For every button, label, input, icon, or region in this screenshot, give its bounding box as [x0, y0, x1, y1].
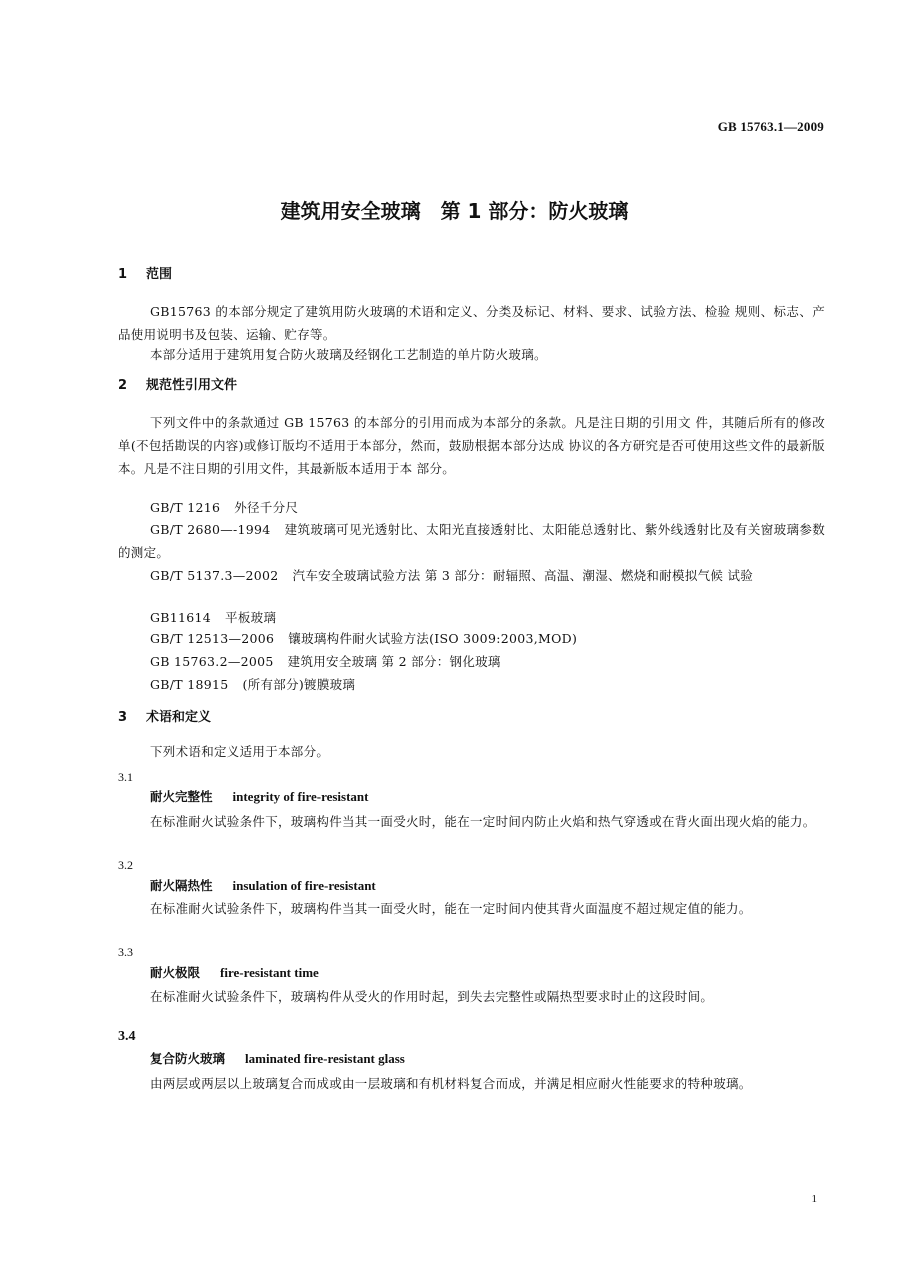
section-number: 3: [118, 710, 128, 725]
term-name: [150, 963, 319, 983]
scope-paragraph-2: 本部分适用于建筑用复合防火玻璃及经钢化工艺制造的单片防火玻璃。: [150, 347, 547, 362]
reference-code: GB/T 18915: [150, 677, 229, 692]
page-number: 1: [811, 1193, 817, 1205]
reference-item: [118, 564, 825, 587]
reference-code: GB 15763.2—2005: [150, 654, 274, 669]
section-heading-3: [118, 709, 211, 727]
section-number: 1: [118, 267, 128, 282]
term-name-en: integrity of fire-resistant: [232, 789, 369, 804]
term-number: 3.4: [118, 1029, 136, 1044]
term-definition: 由两层或两层以上玻璃复合而成或由一层玻璃和有机材料复合而成，并满足相应耐火性能要求的特种玻璃。: [150, 1076, 752, 1091]
term-definition: 在标准耐火试验条件下，玻璃构件当其一面受火时，能在一定时间内使其背火面温度不超过规定值的能力。: [150, 901, 752, 916]
term-definition: 在标准耐火试验条件下，玻璃构件从受火的作用时起，到失去完整性或隔热型要求时止的这段时间。: [150, 989, 714, 1004]
reference-title: 建筑玻璃可见光透射比、太阳光直接透射比、太阳能总透射比、紫外线透射比及有关窗玻璃参数的测定。: [118, 522, 825, 560]
reference-title: 镶玻璃构件耐火试验方法(ISO 3009:2003,MOD): [288, 631, 578, 646]
scope-paragraph-1: GB15763 的本部分规定了建筑用防火玻璃的术语和定义、分类及标记、材料、要求、试验方法、检验 规则、标志、产品使用说明书及包装、运输、贮存等。: [118, 304, 825, 342]
term-name-zh: 耐火隔热性: [150, 878, 213, 893]
section-title: 范围: [146, 267, 173, 282]
reference-item: [150, 673, 355, 696]
reference-code: GB/T 2680—-1994: [150, 522, 271, 537]
reference-title: 汽车安全玻璃试验方法 第 3 部分：耐辐照、高温、潮湿、燃烧和耐模拟气候 试验: [292, 568, 754, 583]
reference-item: [150, 650, 501, 673]
term-name: [150, 876, 376, 896]
term-name-zh: 耐火极限: [150, 965, 201, 980]
term-definition: 在标准耐火试验条件下，玻璃构件当其一面受火时，能在一定时间内防止火焰和热气穿透或在背火面出现火焰的能力。: [150, 814, 816, 829]
document-title: 建筑用安全玻璃 第 1 部分：防火玻璃: [280, 199, 629, 223]
term-name-en: insulation of fire-resistant: [232, 878, 376, 893]
references-intro: 下列文件中的条款通过 GB 15763 的本部分的引用而成为本部分的条款。凡是注日期的引用文 件，其随后所有的修改单(不包括勘误的内容)或修订版均不适用于本部分，然而，鼓励根据本部分达成 协议的各方研究是否可使用这些文件的最新版本。凡是不注日期的引用文件，其最新版本适用于本 部分。: [118, 415, 825, 476]
reference-item: [150, 496, 298, 519]
term-name-zh: 耐火完整性: [150, 789, 213, 804]
term-name: [150, 787, 369, 807]
term-name-en: laminated fire-resistant glass: [245, 1051, 405, 1066]
term-name: [150, 1049, 405, 1069]
reference-item: [118, 518, 825, 564]
reference-code: GB11614: [150, 610, 212, 625]
reference-title: 外径千分尺: [234, 500, 299, 515]
reference-title: (所有部分)镀膜玻璃: [242, 677, 356, 692]
section-number: 2: [118, 378, 128, 393]
reference-item: [150, 606, 276, 629]
section-heading-2: [118, 377, 237, 395]
term-number: 3.1: [118, 770, 133, 784]
standard-code: GB 15763.1—2009: [717, 119, 824, 134]
term-number: 3.2: [118, 858, 133, 872]
term-name-en: fire-resistant time: [220, 965, 319, 980]
section-heading-1: [118, 266, 172, 284]
reference-code: GB/T 5137.3—2002: [150, 568, 279, 583]
reference-item: [150, 627, 577, 650]
reference-code: GB/T 1216: [150, 500, 221, 515]
term-name-zh: 复合防火玻璃: [150, 1051, 226, 1066]
section-title: 规范性引用文件: [146, 378, 238, 393]
reference-title: 平板玻璃: [225, 610, 277, 625]
reference-title: 建筑用安全玻璃 第 2 部分：钢化玻璃: [287, 654, 501, 669]
term-number: 3.3: [118, 945, 133, 959]
section-title: 术语和定义: [146, 710, 212, 725]
reference-code: GB/T 12513—2006: [150, 631, 275, 646]
terms-intro: 下列术语和定义适用于本部分。: [150, 744, 330, 759]
